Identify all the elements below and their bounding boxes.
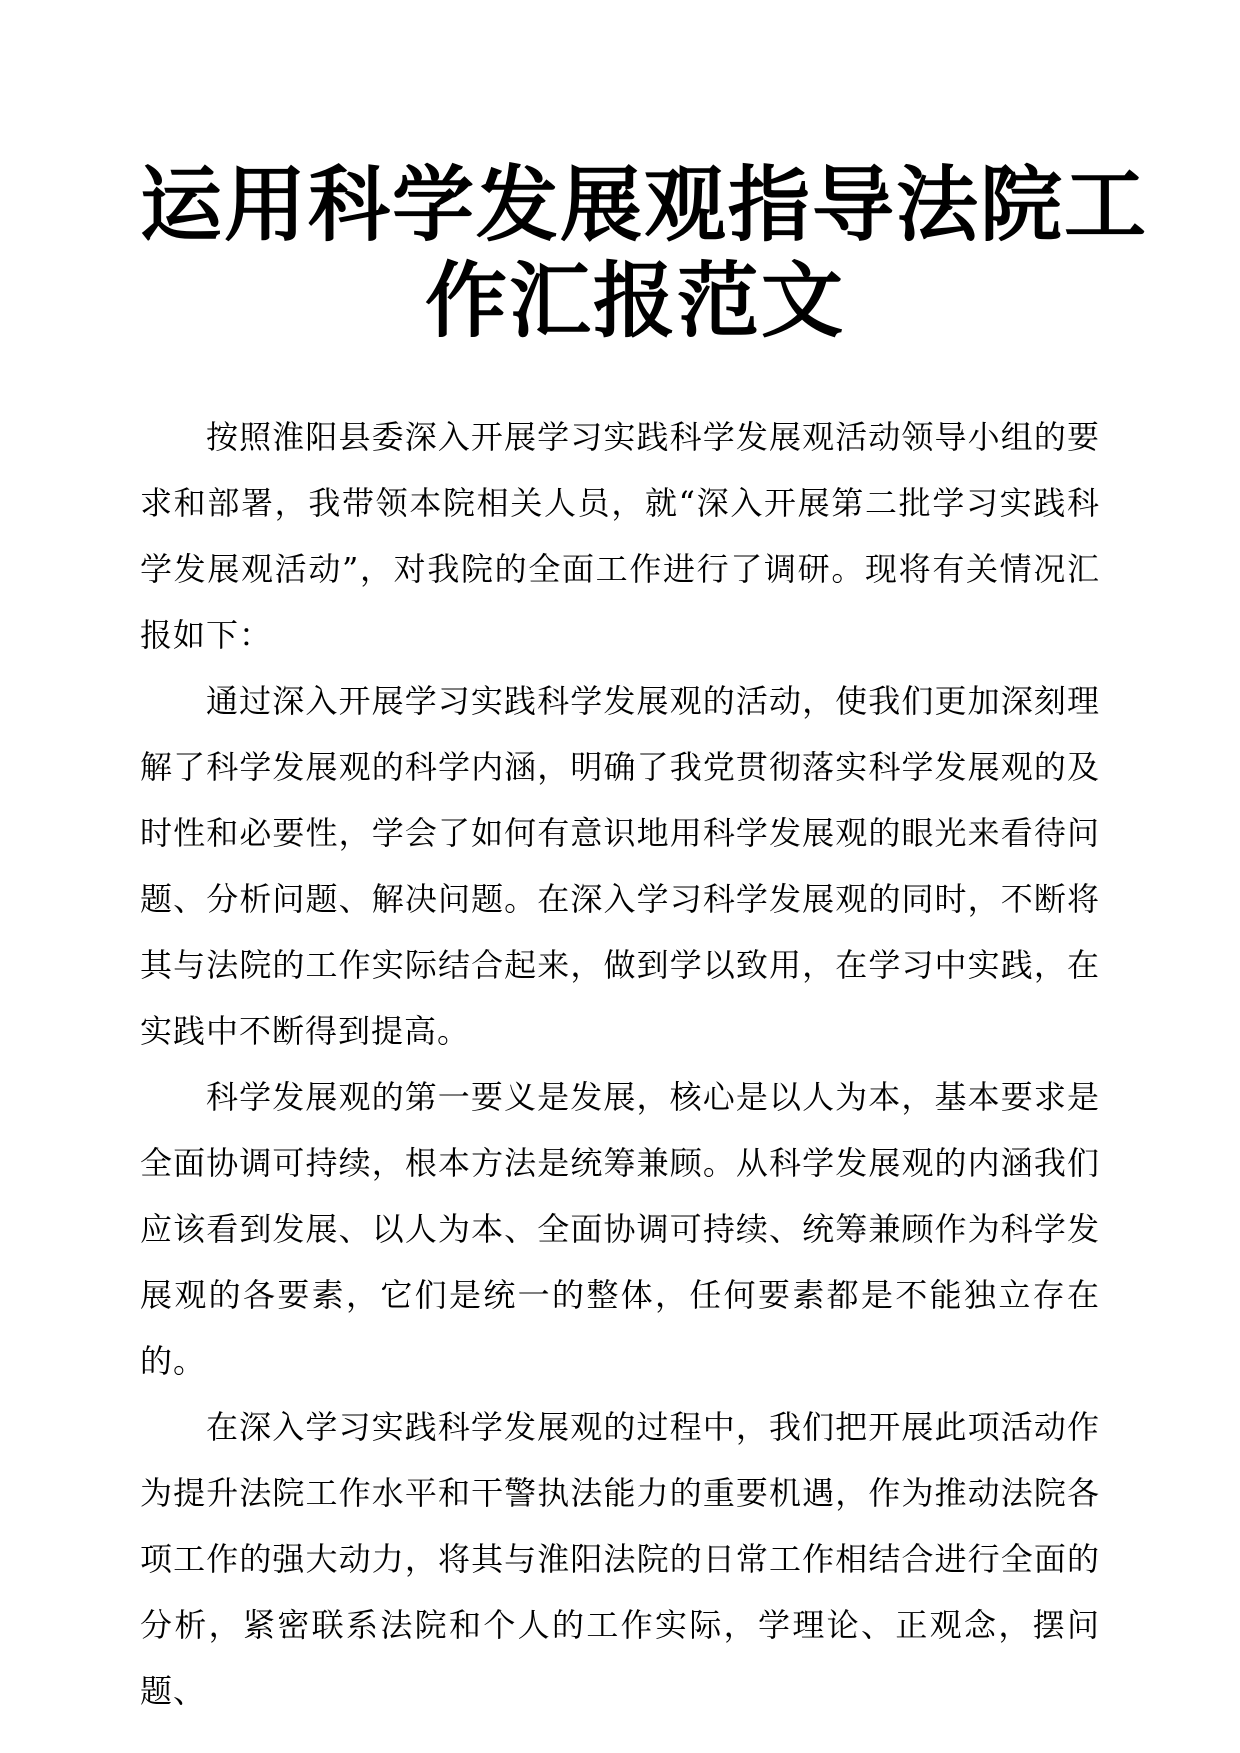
paragraph-1: 按照淮阳县委深入开展学习实践科学发展观活动领导小组的要求和部署，我带领本院相关人员，就“深入开展第二批学习实践科学发展观活动”，对我院的全面工作进行了调研。现将有关情况汇报如下： bbox=[140, 418, 1100, 654]
document-title bbox=[140, 158, 1149, 350]
document-body bbox=[140, 404, 1100, 1724]
paragraph-2: 通过深入开展学习实践科学发展观的活动，使我们更加深刻理解了科学发展观的科学内涵，明确了我党贯彻落实科学发展观的及时性和必要性，学会了如何有意识地用科学发展观的眼光来看待问题、分析问题、解决问题。在深入学习科学发展观的同时，不断将其与法院的工作实际结合起来，做到学以致用，在学习中实践，在实践中不断得到提高。 bbox=[140, 682, 1100, 1050]
title-line-2: 作汇报范文 bbox=[424, 254, 845, 349]
title-line-1: 运用科学发展观指导法院工 bbox=[140, 158, 1149, 253]
paragraph-3: 科学发展观的第一要义是发展，核心是以人为本，基本要求是全面协调可持续，根本方法是统筹兼顾。从科学发展观的内涵我们应该看到发展、以人为本、全面协调可持续、统筹兼顾作为科学发展观的各要素，它们是统一的整体，任何要素都是不能独立存在的。 bbox=[140, 1078, 1100, 1380]
paragraph-4: 在深入学习实践科学发展观的过程中，我们把开展此项活动作为提升法院工作水平和干警执法能力的重要机遇，作为推动法院各项工作的强大动力，将其与淮阳法院的日常工作相结合进行全面的分析，紧密联系法院和个人的工作实际，学理论、正观念，摆问题、 bbox=[140, 1408, 1100, 1710]
